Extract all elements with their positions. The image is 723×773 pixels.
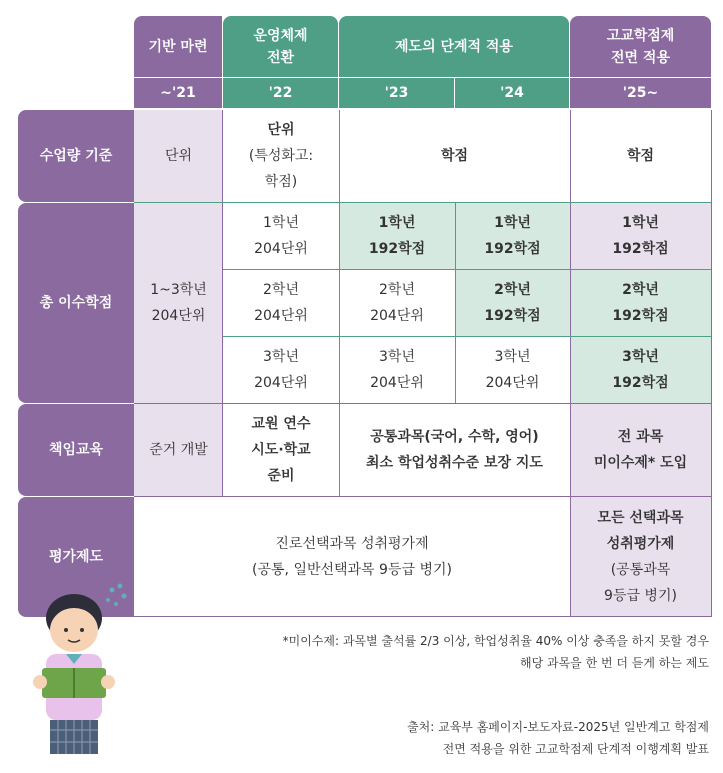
credits-g2-2025: 2학년 192학점 xyxy=(570,270,711,336)
grid-line xyxy=(134,403,711,404)
unit-basis-2021: 단위 xyxy=(134,110,223,202)
credits-g3-2025: 3학년 192학점 xyxy=(570,337,711,403)
evaluation-2025: 모든 선택과목 성취평가제 (공통과목 9등급 병기) xyxy=(570,497,711,617)
grid-line xyxy=(134,202,711,203)
grid-line xyxy=(222,110,223,496)
evaluation-2021-2024: 진로선택과목 성취평가제 (공통, 일반선택과목 9등급 병기) xyxy=(134,497,570,617)
period-header-base: 기반 마련 xyxy=(134,16,222,77)
credits-g1-2025: 1학년 192학점 xyxy=(570,203,711,269)
face xyxy=(50,608,98,652)
year-label-2025: '25~ xyxy=(570,78,711,108)
credits-g2-2023: 2학년 204단위 xyxy=(339,270,455,336)
footnote: *미이수제: 과목별 출석률 2/3 이상, 학업성취율 40% 이상 충족을 하지 못할 경우 해당 과목을 한 번 더 듣게 하는 제도 xyxy=(282,634,709,670)
responsibility-2021: 준거 개발 xyxy=(134,404,223,496)
unit-basis-2022: 단위 (특성화고: 학점) xyxy=(223,110,339,202)
credits-g3-2022: 3학년 204단위 xyxy=(223,337,339,403)
grid-line xyxy=(223,336,711,337)
responsibility-2025: 전 과목 미이수제* 도입 xyxy=(570,404,711,496)
grid-line xyxy=(711,110,712,617)
credits-g2-2024: 2학년 192학점 xyxy=(455,270,570,336)
grid-line xyxy=(455,203,456,403)
credits-g3-2023: 3학년 204단위 xyxy=(339,337,455,403)
credits-g1-2022: 1학년 204단위 xyxy=(223,203,339,269)
year-label-2024: '24 xyxy=(455,78,569,108)
unit-basis-2025: 학점 xyxy=(570,110,711,202)
reading-student-illustration xyxy=(14,578,144,758)
credits-2021: 1~3학년 204단위 xyxy=(134,203,223,403)
source-citation: 출처: 교육부 홈페이지-보도자료-2025년 일반계고 학점제 전면 적용을 위한 고교학점제 단계적 이행계획 발표 xyxy=(407,720,709,756)
grid-line xyxy=(223,269,711,270)
period-header-phased: 제도의 단계적 적용 xyxy=(339,16,569,77)
row-label-total-credits: 총 이수학점 xyxy=(18,203,134,403)
row-label-responsibility: 책임교육 xyxy=(18,404,134,496)
grid-line xyxy=(339,110,340,496)
grid-line xyxy=(570,110,571,617)
responsibility-2022: 교원 연수 시도·학교 준비 xyxy=(223,404,339,496)
sparkle-dots xyxy=(106,584,127,607)
credits-g1-2024: 1학년 192학점 xyxy=(455,203,570,269)
credits-g2-2022: 2학년 204단위 xyxy=(223,270,339,336)
year-label-2021: ~'21 xyxy=(134,78,222,108)
year-label-2023: '23 xyxy=(339,78,454,108)
year-label-2022: '22 xyxy=(223,78,338,108)
credits-g1-2023: 1학년 192학점 xyxy=(339,203,455,269)
grid-line xyxy=(134,496,711,497)
period-header-transition: 운영체제 전환 xyxy=(223,16,338,77)
credits-g3-2024: 3학년 204단위 xyxy=(455,337,570,403)
row-label-unit-basis: 수업량 기준 xyxy=(18,110,134,202)
responsibility-2023-2024: 공통과목(국어, 수학, 영어) 최소 학업성취수준 보장 지도 xyxy=(339,404,570,496)
period-header-full: 고교학점제 전면 적용 xyxy=(570,16,711,77)
unit-basis-2023-2024: 학점 xyxy=(339,110,570,202)
grid-line xyxy=(134,616,711,617)
row-label-evaluation: 평가제도 xyxy=(18,497,134,617)
